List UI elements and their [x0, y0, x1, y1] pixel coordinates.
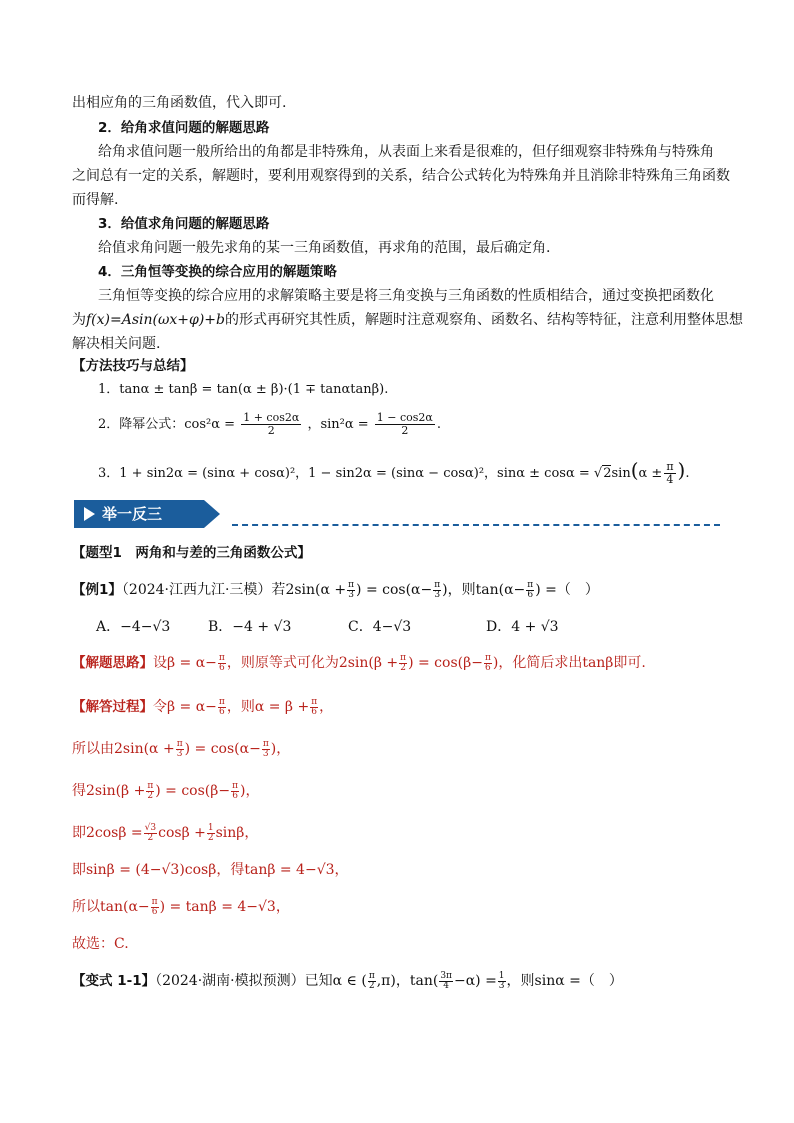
fraction	[399, 654, 407, 673]
text-span: 所以tan(α−	[72, 899, 150, 915]
section-heading-3: 3．给值求角问题的解题思路	[98, 216, 270, 232]
text-span: 2．降幂公式：cos²α =	[98, 417, 236, 432]
example-tag: 【例1】	[72, 582, 122, 598]
example-stem	[72, 577, 599, 603]
fraction	[207, 824, 215, 843]
formula: f(x)=Asin(ωx+φ)+b	[86, 312, 225, 328]
option-b: B．−4 + √3	[208, 619, 292, 635]
numerator: 3π	[440, 970, 452, 981]
example-source: （2024·江西九江·三模）若	[121, 582, 286, 598]
text-line: 解决相关问题.	[72, 336, 161, 352]
numerator: √3	[144, 822, 157, 833]
text-span: ，则sinα =（ ）	[506, 973, 623, 989]
section-banner	[74, 500, 220, 528]
solution-line-4	[72, 820, 258, 846]
fraction	[262, 740, 270, 759]
denominator: 2	[368, 980, 375, 991]
text-span: （2024·湖南·模拟预测）已知α ∈ (	[155, 973, 367, 989]
variant-tag: 【变式 1-1】	[72, 973, 156, 989]
method-3: 3．1 + sin2α = (sinα + cosα)²，1 − sin2α = (sinα − cosα)²，sinα ± cosα = √2sin(α ± $\frac{\pi}{4}$ ).	[98, 458, 690, 486]
solution-line-5: 即sinβ = (4−√3)cosβ，得tanβ = 4−√3，	[72, 862, 349, 878]
text-line: 三角恒等变换的综合应用的求解策略主要是将三角变换与三角函数的性质相结合，通过变换把函数化	[98, 288, 714, 304]
methods-heading: 【方法技巧与总结】	[72, 358, 194, 374]
denominator: 4	[666, 473, 674, 486]
section-heading-4: 4．三角恒等变换的综合应用的解题策略	[98, 264, 337, 280]
denominator: 6	[219, 662, 225, 673]
fraction	[231, 782, 239, 801]
option-a: A．−4−√3	[96, 619, 171, 635]
text-span: .	[685, 466, 690, 481]
numerator: π	[368, 970, 375, 981]
method-1: 1．tanα ± tanβ = tan(α ± β)·(1 ∓ tanαtanβ).	[98, 382, 389, 397]
text-span: sinβ，	[215, 825, 259, 841]
text-span: 的形式再研究其性质，解题时注意观察角、函数名、结构等特征，注意利用整体思想	[224, 312, 743, 328]
fraction	[176, 740, 184, 759]
method-2	[98, 410, 441, 440]
text-span: 3．1 + sin2α = (sinα + cosα)²，1 − sin2α = (sinα − cosα)²，sinα ± cosα =	[98, 466, 590, 481]
text-span: α ±	[638, 466, 663, 481]
numerator: π	[434, 579, 441, 590]
section-heading-2: 2．给角求值问题的解题思路	[98, 120, 270, 136]
dashed-divider	[232, 524, 720, 526]
text-span: )，	[270, 741, 291, 757]
fraction	[241, 412, 301, 437]
text-span: 设β = α−	[153, 655, 217, 671]
numerator: π	[400, 652, 407, 663]
text-span: −α) =	[453, 973, 497, 989]
denominator: 6	[485, 662, 491, 673]
text-span: 为	[72, 312, 86, 328]
fraction	[151, 898, 159, 917]
numerator: π	[218, 652, 225, 663]
fraction	[433, 581, 441, 600]
fraction	[526, 581, 534, 600]
analysis-tag: 【解题思路】	[72, 655, 153, 671]
text-line: 而得解.	[72, 192, 119, 208]
text-span: )，则tan(α−	[442, 582, 526, 598]
denominator: 2	[267, 424, 275, 437]
text-span: ，则原等式可化为2sin(β +	[226, 655, 399, 671]
fraction	[218, 698, 226, 717]
denominator: 6	[527, 589, 534, 600]
fraction	[484, 654, 492, 673]
numerator: π	[147, 780, 154, 791]
text-span: .	[436, 417, 442, 432]
text-span: 即2cosβ =	[72, 825, 143, 841]
denominator: 3	[262, 748, 269, 759]
numerator: π	[348, 579, 355, 590]
fraction	[146, 782, 154, 801]
type-heading: 【题型1 两角和与差的三角函数公式】	[72, 545, 311, 561]
fraction	[310, 698, 318, 717]
solution-tag: 【解答过程】	[72, 699, 153, 715]
denominator: 2	[207, 832, 214, 843]
fraction	[439, 972, 453, 991]
text-line: 给角求值问题一般所给出的角都是非特殊角，从表面上来看是很难的，但仔细观察非特殊角与特殊角	[98, 144, 714, 160]
banner-label: 举一反三	[102, 505, 163, 523]
denominator: 6	[151, 906, 158, 917]
denominator: 4	[443, 980, 449, 991]
fraction	[347, 581, 355, 600]
text-line: 出相应角的三角函数值，代入即可.	[72, 95, 287, 111]
solution-line-3	[72, 778, 259, 804]
sqrt-value: 2	[603, 466, 612, 481]
text-span: ) = cos(β−	[408, 655, 483, 671]
solution-line-6	[72, 894, 290, 920]
text-span: cosβ +	[158, 825, 206, 841]
option-d: D．4 + √3	[486, 619, 559, 635]
denominator: 2	[147, 832, 154, 843]
text-span: 得2sin(β +	[72, 783, 146, 799]
option-c: C．4−√3	[348, 619, 412, 635]
fraction	[218, 654, 226, 673]
numerator: π	[666, 460, 674, 473]
fraction	[498, 972, 506, 991]
text-span: ) = cos(α−	[184, 741, 261, 757]
denominator: 6	[232, 790, 238, 801]
text-span: ，	[319, 699, 334, 715]
denominator: 2	[401, 424, 409, 437]
text-span: ) = cos(α−	[356, 582, 433, 598]
numerator: 1	[207, 822, 214, 833]
numerator: π	[176, 738, 183, 749]
text-span: ) = cos(β−	[155, 783, 231, 799]
denominator: 3	[434, 589, 441, 600]
text-span: ，sin²α =	[307, 417, 369, 432]
solution-answer: 故选：C.	[72, 936, 129, 952]
denominator: 3	[498, 980, 505, 991]
text-span: ) =（ ）	[535, 582, 599, 598]
solution-line-1	[72, 694, 333, 720]
text-span: 2sin(α +	[285, 582, 347, 598]
fraction	[664, 461, 675, 486]
denominator: 3	[176, 748, 183, 759]
fraction	[375, 412, 435, 437]
text-span: ，则α = β +	[226, 699, 310, 715]
play-arrow-icon	[84, 507, 95, 521]
text-span: ) = tanβ = 4−√3，	[159, 899, 290, 915]
text-span: )，	[240, 783, 260, 799]
denominator: 2	[400, 662, 406, 673]
text-line: 给值求角问题一般先求角的某一三角函数值，再求角的范围，最后确定角.	[98, 240, 551, 256]
numerator: π	[218, 696, 225, 707]
fraction	[144, 824, 157, 843]
text-span: sin	[611, 466, 631, 481]
denominator: 2	[147, 790, 154, 801]
solution-line-2	[72, 736, 290, 762]
denominator: 6	[219, 706, 225, 717]
numerator: π	[311, 696, 318, 707]
numerator: π	[232, 780, 239, 791]
fraction	[368, 972, 376, 991]
text-line	[72, 310, 743, 330]
numerator: π	[262, 738, 269, 749]
text-span: 所以由2sin(α +	[72, 741, 175, 757]
numerator: π	[484, 652, 491, 663]
text-line: 之间总有一定的关系，解题时，要利用观察得到的关系，结合公式转化为特殊角并且消除非特殊角三角函数	[72, 168, 730, 184]
numerator: π	[527, 579, 534, 590]
numerator: 1 − cos2α	[376, 411, 433, 424]
text-span: )，化简后求出tanβ即可.	[492, 655, 646, 671]
variant-stem	[72, 968, 623, 994]
text-span: 令β = α−	[153, 699, 217, 715]
denominator: 3	[348, 589, 354, 600]
numerator: 1	[498, 970, 505, 981]
numerator: π	[151, 896, 158, 907]
text-span: ,π)，tan(	[376, 973, 439, 989]
denominator: 6	[311, 706, 318, 717]
analysis-line	[72, 650, 646, 676]
numerator: 1 + cos2α	[243, 411, 300, 424]
